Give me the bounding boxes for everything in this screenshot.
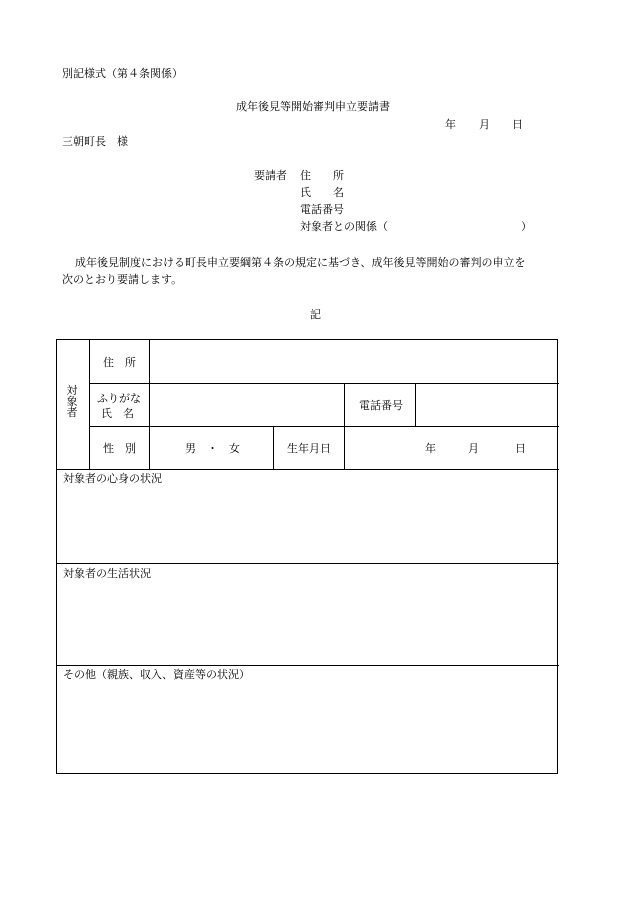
subject-info-table (56, 339, 558, 774)
subject-sex-label: 性 別 (103, 442, 136, 455)
table-row-divider (89, 426, 559, 427)
table-column-divider (89, 340, 90, 469)
subject-address-label: 住 所 (103, 356, 136, 369)
subject-char: 象 (66, 395, 78, 408)
mental-condition-label: 対象者の心身の状況 (63, 472, 162, 485)
table-column-divider (273, 426, 274, 469)
subject-sex-options[interactable]: 男 ・ 女 (185, 442, 240, 455)
document-title: 成年後見等開始審判申立要請書 (236, 100, 390, 113)
subject-address-field[interactable] (150, 341, 558, 383)
date-day-label: 日 (512, 118, 523, 131)
birth-month-label: 月 (468, 442, 479, 455)
date-month-label: 月 (479, 118, 490, 131)
date-year-label: 年 (445, 118, 456, 131)
table-row-divider (57, 469, 559, 470)
subject-vertical-label (66, 385, 78, 418)
subject-furigana-label: ふりがな (97, 392, 141, 405)
requester-label: 要請者 (254, 169, 287, 182)
table-column-divider (344, 383, 345, 426)
table-row-divider (57, 665, 559, 666)
body-text-line-1: 成年後見制度における町長申立要綱第４条の規定に基づき、成年後見等開始の審判の申立を (75, 256, 526, 269)
birth-year-label: 年 (425, 442, 436, 455)
subject-char: 対 (66, 384, 78, 397)
subject-char: 者 (66, 406, 78, 419)
living-condition-label: 対象者の生活状況 (63, 567, 151, 580)
subject-phone-label: 電話番号 (359, 399, 403, 412)
subject-birth-label: 生年月日 (287, 442, 331, 455)
requester-relation-label: 対象者との関係（ (300, 220, 388, 233)
requester-address-label: 住 所 (300, 169, 344, 182)
requester-phone-label: 電話番号 (300, 203, 344, 216)
living-condition-field[interactable] (58, 583, 558, 664)
subject-phone-field[interactable] (416, 384, 558, 426)
body-text-line-2: 次のとおり要請します。 (62, 273, 183, 286)
table-row-divider (57, 563, 559, 564)
requester-name-label: 氏 名 (300, 186, 344, 199)
requester-relation-close: ） (521, 220, 532, 233)
subject-name-label: 氏 名 (101, 407, 134, 420)
birth-day-label: 日 (515, 442, 526, 455)
other-condition-label: その他（親族、収入、資産等の状況） (63, 668, 250, 681)
addressee: 三朝町長 様 (62, 135, 128, 148)
table-column-divider (344, 426, 345, 469)
subject-name-field[interactable] (150, 384, 344, 426)
mental-condition-field[interactable] (58, 488, 558, 562)
other-condition-field[interactable] (58, 684, 558, 773)
ki-heading: 記 (310, 308, 321, 321)
form-reference: 別記様式（第４条関係） (62, 67, 183, 80)
